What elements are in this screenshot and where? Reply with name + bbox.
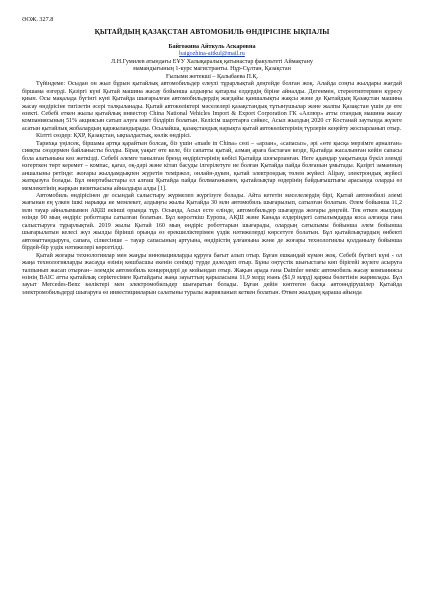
abstract: Түйіндеме: Осыдан он жыл бұрын қытайлық автомобильдер елеулі тұрарлықтай деңгейде болған жоқ. Алайда соңғы жылдары жағдай біршама өзгерді. Қазіргі күні Қытай машина жасау бойынша алдыңғы қатарлы елдердің біріне айналды. Дегенмен, стереотиптермен күресу қиын. Осы мақалада бүгінгі күні Қытайда шығарылған автомобильдердің жағдайы қаншалықты жақсы және де Қытайдың Қазақстан машина жасау өндірісіне тигізетін әсері талқыланады. Қытай автокөліктері мәселелері қазақстандық тұтынушылар және жалпы Қазақстан үшін де өте өзекті. Себебі еткен жылы қытайлық инвестор China National Vehicles Import & Export Corporation ГК «Аллюр» атты отандық машина жасау компаниясының 51% акциясын сатып алуға ниет білдіріп болатын. Келісім шарттарға сәйкес, Асыл жылдың 2020 ст Костанай заутында жүзеге асатын қытайлық жобалардың қаржыландырады. Осылайша, қазақстандық нарықта қытай автокөліктерінің түрлерін кеңейту жоспарланып отыр.: [22, 81, 402, 132]
affiliation-line-2: мамандығының 1-курс магистранты. Нұр-Сұлтан, Қазақстан: [133, 66, 291, 73]
body-paragraph: Қытай жоғары технологиялар мен жаңды инновацияларды құруға бағыт алып отыр. Бұған ешкандай күмән жоқ. Себебі бүгінгі күні - ол жаңа технологияларды жасауда өзінің көшбасшы екенін сенімді түрде дәлелдеп отыр. Бұны оңтүстік шығыстағы көп бірігейі жүзеге асыруға талпынып жасап отырған– әлемдік автомобиль концерндері де мойындап отыр. Жақын арада ғана Daimler неміс автомобиль жасау компаниясы өзінің BAIC атты қытайлық серіктесімен Қытайдағы жаңа зауыттың қарыласына 11,9 млрд юань ($1,9 млрд) қаржы бөлетінін жариялады. Бұл зауыт Mercedes-Benz көліктері мен электромобильдер шығаратын болады. Бұған дейін көптеген басқа автоөндірушілер Қытайда электромобильдерді шығаруға өз инвестицияларын салатыны туралы жарияланып кеткен болатын. Өткен жылдың қараша айында: [22, 252, 402, 296]
affiliation-line-1: Л.Н.Гумилев атындағы ЕҰУ Халықаралық қатынастар факультеті Аймақтану: [111, 58, 313, 65]
author-name: Байгожина Айткуль Аскаровна: [168, 43, 256, 50]
paper-title: ҚЫТАЙДЫҢ ҚАЗАҚСТАН АВТОМОБИЛЬ ӨНДІРІСІНЕ ЫҚПАЛЫ: [94, 28, 330, 37]
body-paragraph: Тарихқа үңілсек, біршама артқа қарайтын болсақ, біз үшін «made in China» сөзі – «арзан», «сапасыз», әрі «өте қысқа мерзімге арналған» сияқты сөздермен байланысты болды. Бірақ уақыт өте келе, біз сапатты қытай, алмаң араға бастаған кезде, Қытайда жасалынған кейін сапасы бола алатынына көз жеткізді. Себебі әлемге танылған бренд өндірістерінің көбісі Қытайда шоғырланған. Неге адамдар уақытында бүкіл әлемді өзгерткен төрт керемет – компас, қағаз, оқ-дәрі және кітап басуды ілгерілетуге ие болған Қытайда пайда болғанын ұмытады. Қазіргі заманның аншалыны ретінде: жоғары жылдамдықпен жүретін теміржол, онлайн-дүкен, қытай электрондық төлем жүйесі Alipay, электрондық жүйесі жатқызуға болады. Бұл өнертабыстары ел алғаш Қытайда пайда болмағанымен, қытайлықтар өздерінің бәйдығыштығы арасында оларды өз мемлекетінің жарқын визиткасына айналдыра алды [1].: [22, 140, 402, 192]
keywords: Кілтті сөздер: ҚХР, Қазақстан, ықпалдастық, көлік өндірісі.: [36, 133, 192, 140]
body-paragraph: Автомобиль өндірісінен де осындай салыстыру жүрмелеп жүргізуге болады. Айта кететін мәселелердің бірі, Қытай автомобилі әлемі жағынан ең үлкен ішкі нарыққа ие мемлекет, алдыңғы жылы Қытайда 30 млн автомобиль шығарылып, сатылған болатын. Әлем бойынша 11,2 млн тауар айналымымен АҚШ екінші орында тұр. Осында, Асыл есте елінде, автомобильдер шығаруда жоғары деңгейі. Тек өткен жылдың өзінде 90 мың өндіріс роботтары сатылған болатын. Бұл көрсеткіш Еуропа, АҚШ және Канада елдеріндегі сатылымдарда коса алғанда гана салыстыруға тұрарлықтай. 2019 жылы Қытай 160 мың өндіріс роботтарын шығарады, олардың сатылымы бойынша әлем бойынша шығарылатын келесі жүз жылды бірінші орында өз ерекшеліктерімен үздік нәтижелерді көрсетуге болатын. Бұл қытайлықтардың өнбекті автоматтандыруға, сапаға, сілкесінше – тауар сапасының артуына, өндірістің ұлғаюына және де жоғары технологиялы қолданылу бойынша бірдей-бір үздік нәтижелері көрсетілді.: [22, 192, 402, 252]
supervisor: Ғылыми жетекші – Қалыбаева П.Қ.: [165, 73, 259, 80]
author-email-link[interactable]: baigozhina-aitkul@mail.ru: [179, 51, 245, 58]
paper-page: [22, 16, 402, 297]
udk-code: ӘОЖ. 327.8: [22, 16, 54, 23]
